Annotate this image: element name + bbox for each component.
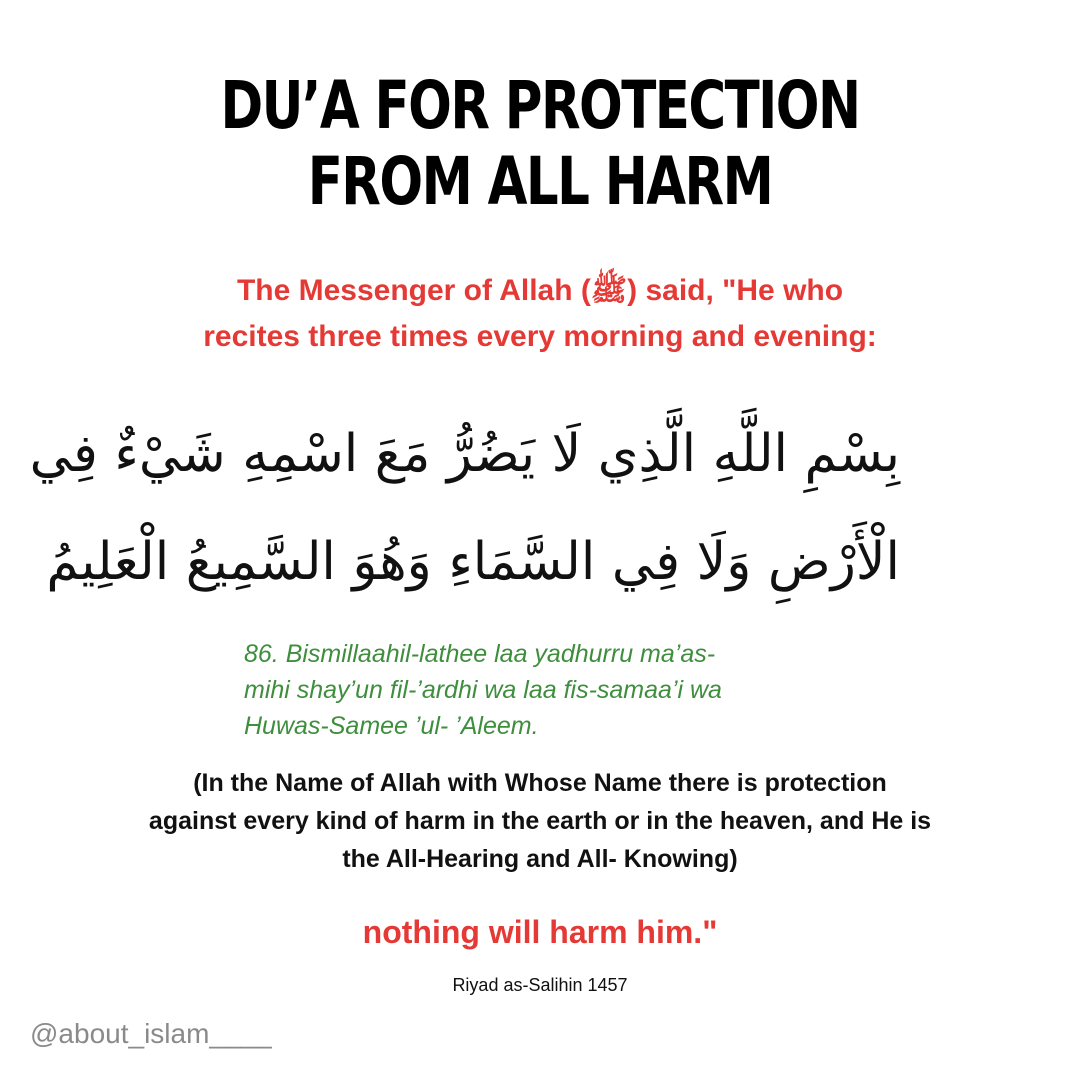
hadith-source: Riyad as-Salihin 1457 — [452, 975, 628, 995]
transliteration — [244, 636, 884, 744]
intro-line-2: recites three times every morning and evening: — [203, 320, 877, 353]
title-line-2: FROM ALL HARM — [307, 143, 773, 220]
page-title — [119, 68, 961, 220]
title-line-1: DU’A FOR PROTECTION — [220, 67, 860, 144]
transliteration-line-2: mihi shay’un fil-’ardhi wa laa fis-samaa’i wa — [244, 676, 722, 704]
transliteration-line-1: 86. Bismillaahil-lathee laa yadhurru ma’as- — [244, 640, 716, 668]
hadith-intro — [120, 268, 960, 360]
translation-line-1: (In the Name of Allah with Whose Name there is protection — [193, 769, 887, 797]
hadith-ending: nothing will harm him." — [362, 914, 718, 950]
arabic-line-1: بِسْمِ اللَّهِ الَّذِي لَا يَضُرُّ مَعَ اسْمِهِ شَيْءٌ فِي — [29, 424, 900, 484]
arabic-dua — [29, 400, 900, 616]
english-translation — [90, 764, 990, 878]
arabic-line-2: الْأَرْضِ وَلَا فِي السَّمَاءِ وَهُوَ السَّمِيعُ الْعَلِيمُ — [46, 532, 900, 592]
transliteration-line-3: Huwas-Samee ’ul- ’Aleem. — [244, 712, 539, 740]
translation-line-3: the All-Hearing and All- Knowing) — [342, 845, 738, 873]
intro-line-1: The Messenger of Allah (ﷺ) said, "He who — [236, 274, 844, 307]
translation-line-2: against every kind of harm in the earth or in the heaven, and He is — [148, 807, 932, 835]
account-handle: @about_islam____ — [30, 1018, 272, 1049]
